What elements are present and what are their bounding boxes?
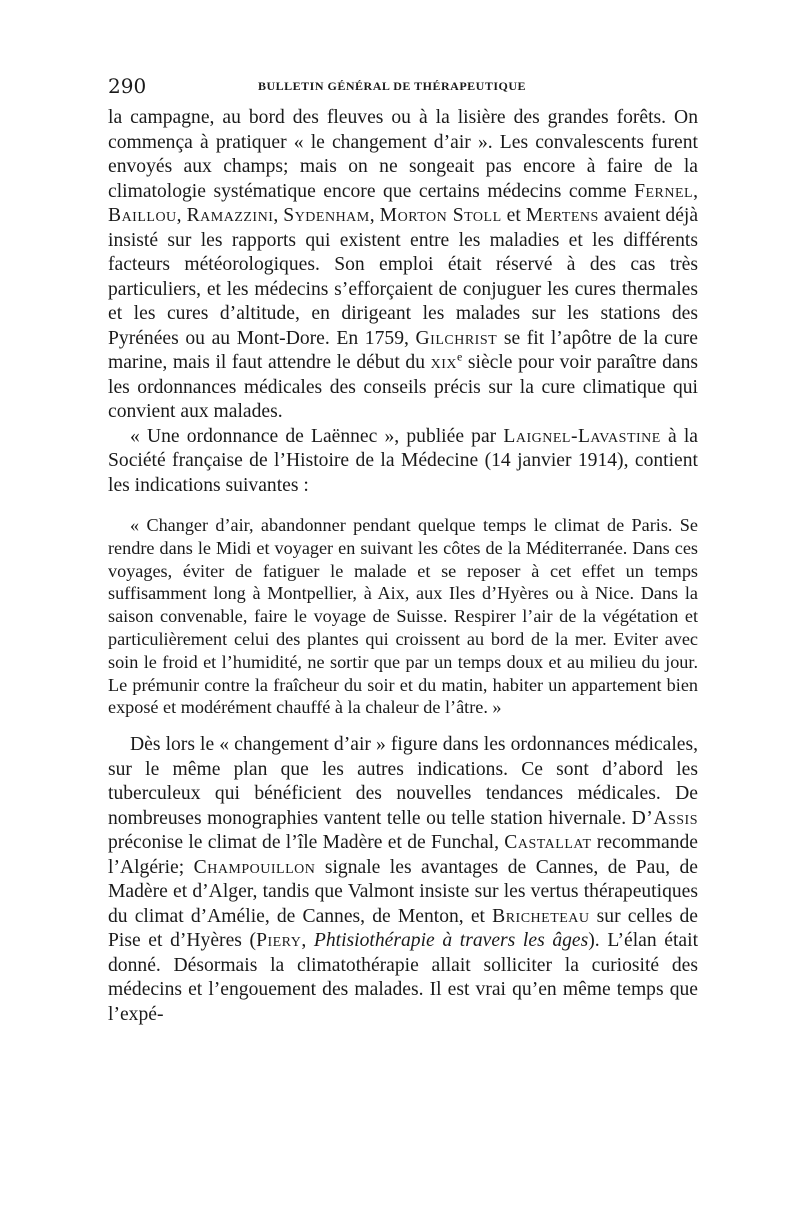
paragraph-1: la campagne, au bord des fleuves ou à la lisière des grandes forêts. On commença à pratiquer « le changement d’air ». Les convalescents furent envoyés aux champs; mais on ne songeait pas encore à faire de la climatologie systématique encore que certains médecins comme Fernel, Baillou, Ramazzini, Sydenham, Morton Stoll et Mertens avaient déjà insisté sur les rapports qui existent entre les maladies et les différents facteurs météorologiques. Son emploi était réservé à des cas très particuliers, et les médecins s’efforçaient de conjuguer les cures thermales et les cures d’altitude, en dirigeant les malades sur les stations des Pyrénées ou au Mont-Dore. En 1759, Gilchrist se fit l’apôtre de la cure marine, mais il faut attendre le début du xix$^e$ siècle pour voir paraître dans les ordonnances médicales des conseils précis sur la cure climatique qui convient aux malades. — [108, 107, 699, 422]
book-title: Phtisiothérapie à travers les âges — [313, 930, 589, 952]
author-name: Fernel — [634, 180, 694, 202]
century-numeral: xix — [430, 352, 457, 373]
author-name: Ramazzini — [186, 205, 274, 226]
author-name: Sydenham — [283, 205, 370, 226]
paragraph-3: Dès lors le « changement d’air » figure dans les ordonnances médicales, sur le même plan que les autres indications. Ce sont d’abord les tuberculeux qui bénéficient des nouvelles tendances médicales. De nombreuses monographies vantent telle ou telle station hivernale. D’Assis préconise le climat de l’île Madère et de Funchal, Castallat recommande l’Algérie; Champouillon signale les avantages de Cannes, de Pau, de Madère et d’Alger, tandis que Valmont insiste sur les vertus thérapeutiques du climat d’Amélie, de Cannes, de Menton, et Bricheteau sur celles de Pise et d’Hyères (Piery, Phtisiothérapie à travers les âges). L’élan était donné. Désormais la climatothérapie allait solliciter la curiosité des médecins et l’engouement des malades. Il est vrai qu’en même temps que l’expé- — [108, 734, 699, 1025]
paragraph-2: « Une ordonnance de Laënnec », publiée par Laignel-Lavastine à la Société française de l’Histoire de la Médecine (14 janvier 1914), contient les indications suivantes : — [108, 425, 698, 496]
author-name: Gilchrist — [415, 327, 498, 349]
author-name: D’Assis — [631, 807, 698, 829]
author-name: Piery — [256, 930, 302, 952]
author-name: Bricheteau — [492, 905, 590, 927]
century-superscript: e — [457, 349, 463, 364]
page-header — [108, 72, 698, 106]
running-head: BULLETIN GÉNÉRAL DE THÉRAPEUTIQUE — [258, 79, 527, 93]
author-name: Champouillon — [193, 856, 316, 878]
author-name: Castallat — [504, 832, 592, 854]
quoted-prescription: « Changer d’air, abandonner pendant quelque temps le climat de Paris. Se rendre dans le Midi et voyager en suivant les côtes de la Méditerranée. Dans ces voyages, éviter de fatiguer le malade et se reposer à cet effet un temps suffisamment long à Montpellier, à Aix, aux Iles d’Hyères ou à Nice. Dans la saison convenable, faire le voyage de Suisse. Respirer l’air de la végétation et particulièrement celui des plantes qui croissent au bord de la mer. Eviter avec soin le froid et l’humidité, ne sortir que par un temps doux et au milieu du jour. Le prémunir contre la fraîcheur du soir et du matin, habiter un appartement bien exposé et modérément chauffé à la chaleur de l’âtre. » — [108, 515, 698, 718]
author-name: Morton Stoll — [379, 205, 502, 226]
author-name: Laignel-Lavastine — [503, 425, 661, 447]
author-name: Mertens — [525, 205, 599, 226]
author-name: Baillou — [108, 205, 177, 226]
book-page — [108, 72, 698, 1027]
page-number: 290 — [108, 74, 147, 98]
